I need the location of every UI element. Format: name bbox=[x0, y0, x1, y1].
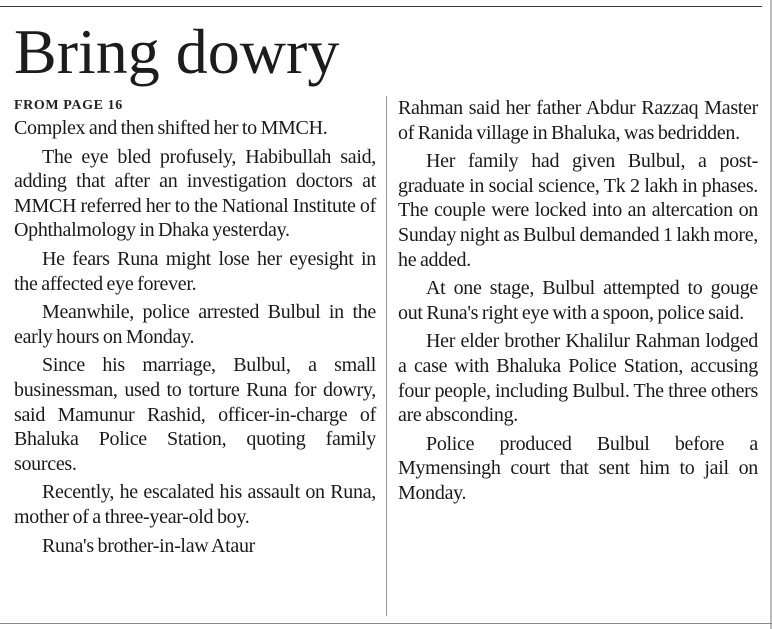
left-paragraph-2: The eye bled profusely, Habibullah said, adding that after an investigation doctors at MMCH referred her to the National Institute of Ophthalmology in Dhaka yesterday. bbox=[14, 145, 376, 242]
right-paragraph-5: Police produced Bulbul before a Mymensingh court that sent him to jail on Monday. bbox=[398, 432, 758, 504]
left-paragraph-6: Recently, he escalated his assault on Runa, mother of a three-year-old boy. bbox=[14, 481, 376, 528]
headline: Bring dowry bbox=[14, 16, 340, 87]
left-column bbox=[14, 96, 376, 558]
right-column bbox=[398, 96, 758, 506]
left-paragraph-1: Complex and then shifted her to MMCH. bbox=[14, 117, 328, 139]
right-paragraph-3: At one stage, Bulbul attempted to gouge out Runa's right eye with a spoon, police said. bbox=[398, 277, 758, 324]
left-paragraph-4: Meanwhile, police arrested Bulbul in the early hours on Monday. bbox=[14, 301, 376, 348]
left-paragraph-5: Since his marriage, Bulbul, a small businessman, used to torture Runa for dowry, said Mamunur Rashid, officer-in-charge of Bhaluka Police Station, quoting family sources. bbox=[14, 354, 376, 475]
left-paragraph-3: He fears Runa might lose her eyesight in the affected eye forever. bbox=[14, 247, 376, 295]
continuation-kicker: FROM PAGE 16 bbox=[14, 98, 123, 113]
right-paragraph-1: Rahman said her father Abdur Razzaq Master of Ranida village in Bhaluka, was bedridden. bbox=[398, 97, 758, 144]
right-paragraph-2: Her family had given Bulbul, a post-graduate in social science, Tk 2 lakh in phases. The couple were locked into an altercation on Sunday night as Bulbul demanded 1 lakh more, he added. bbox=[398, 150, 758, 271]
bottom-rule bbox=[0, 623, 772, 624]
top-rule bbox=[0, 6, 762, 7]
right-paragraph-4: Her elder brother Khalilur Rahman lodged a case with Bhaluka Police Station, accusing four people, including Bulbul. The three others are absconding. bbox=[398, 330, 758, 427]
column-divider bbox=[386, 96, 387, 616]
left-paragraph-7: Runa's brother-in-law Ataur bbox=[42, 534, 256, 557]
